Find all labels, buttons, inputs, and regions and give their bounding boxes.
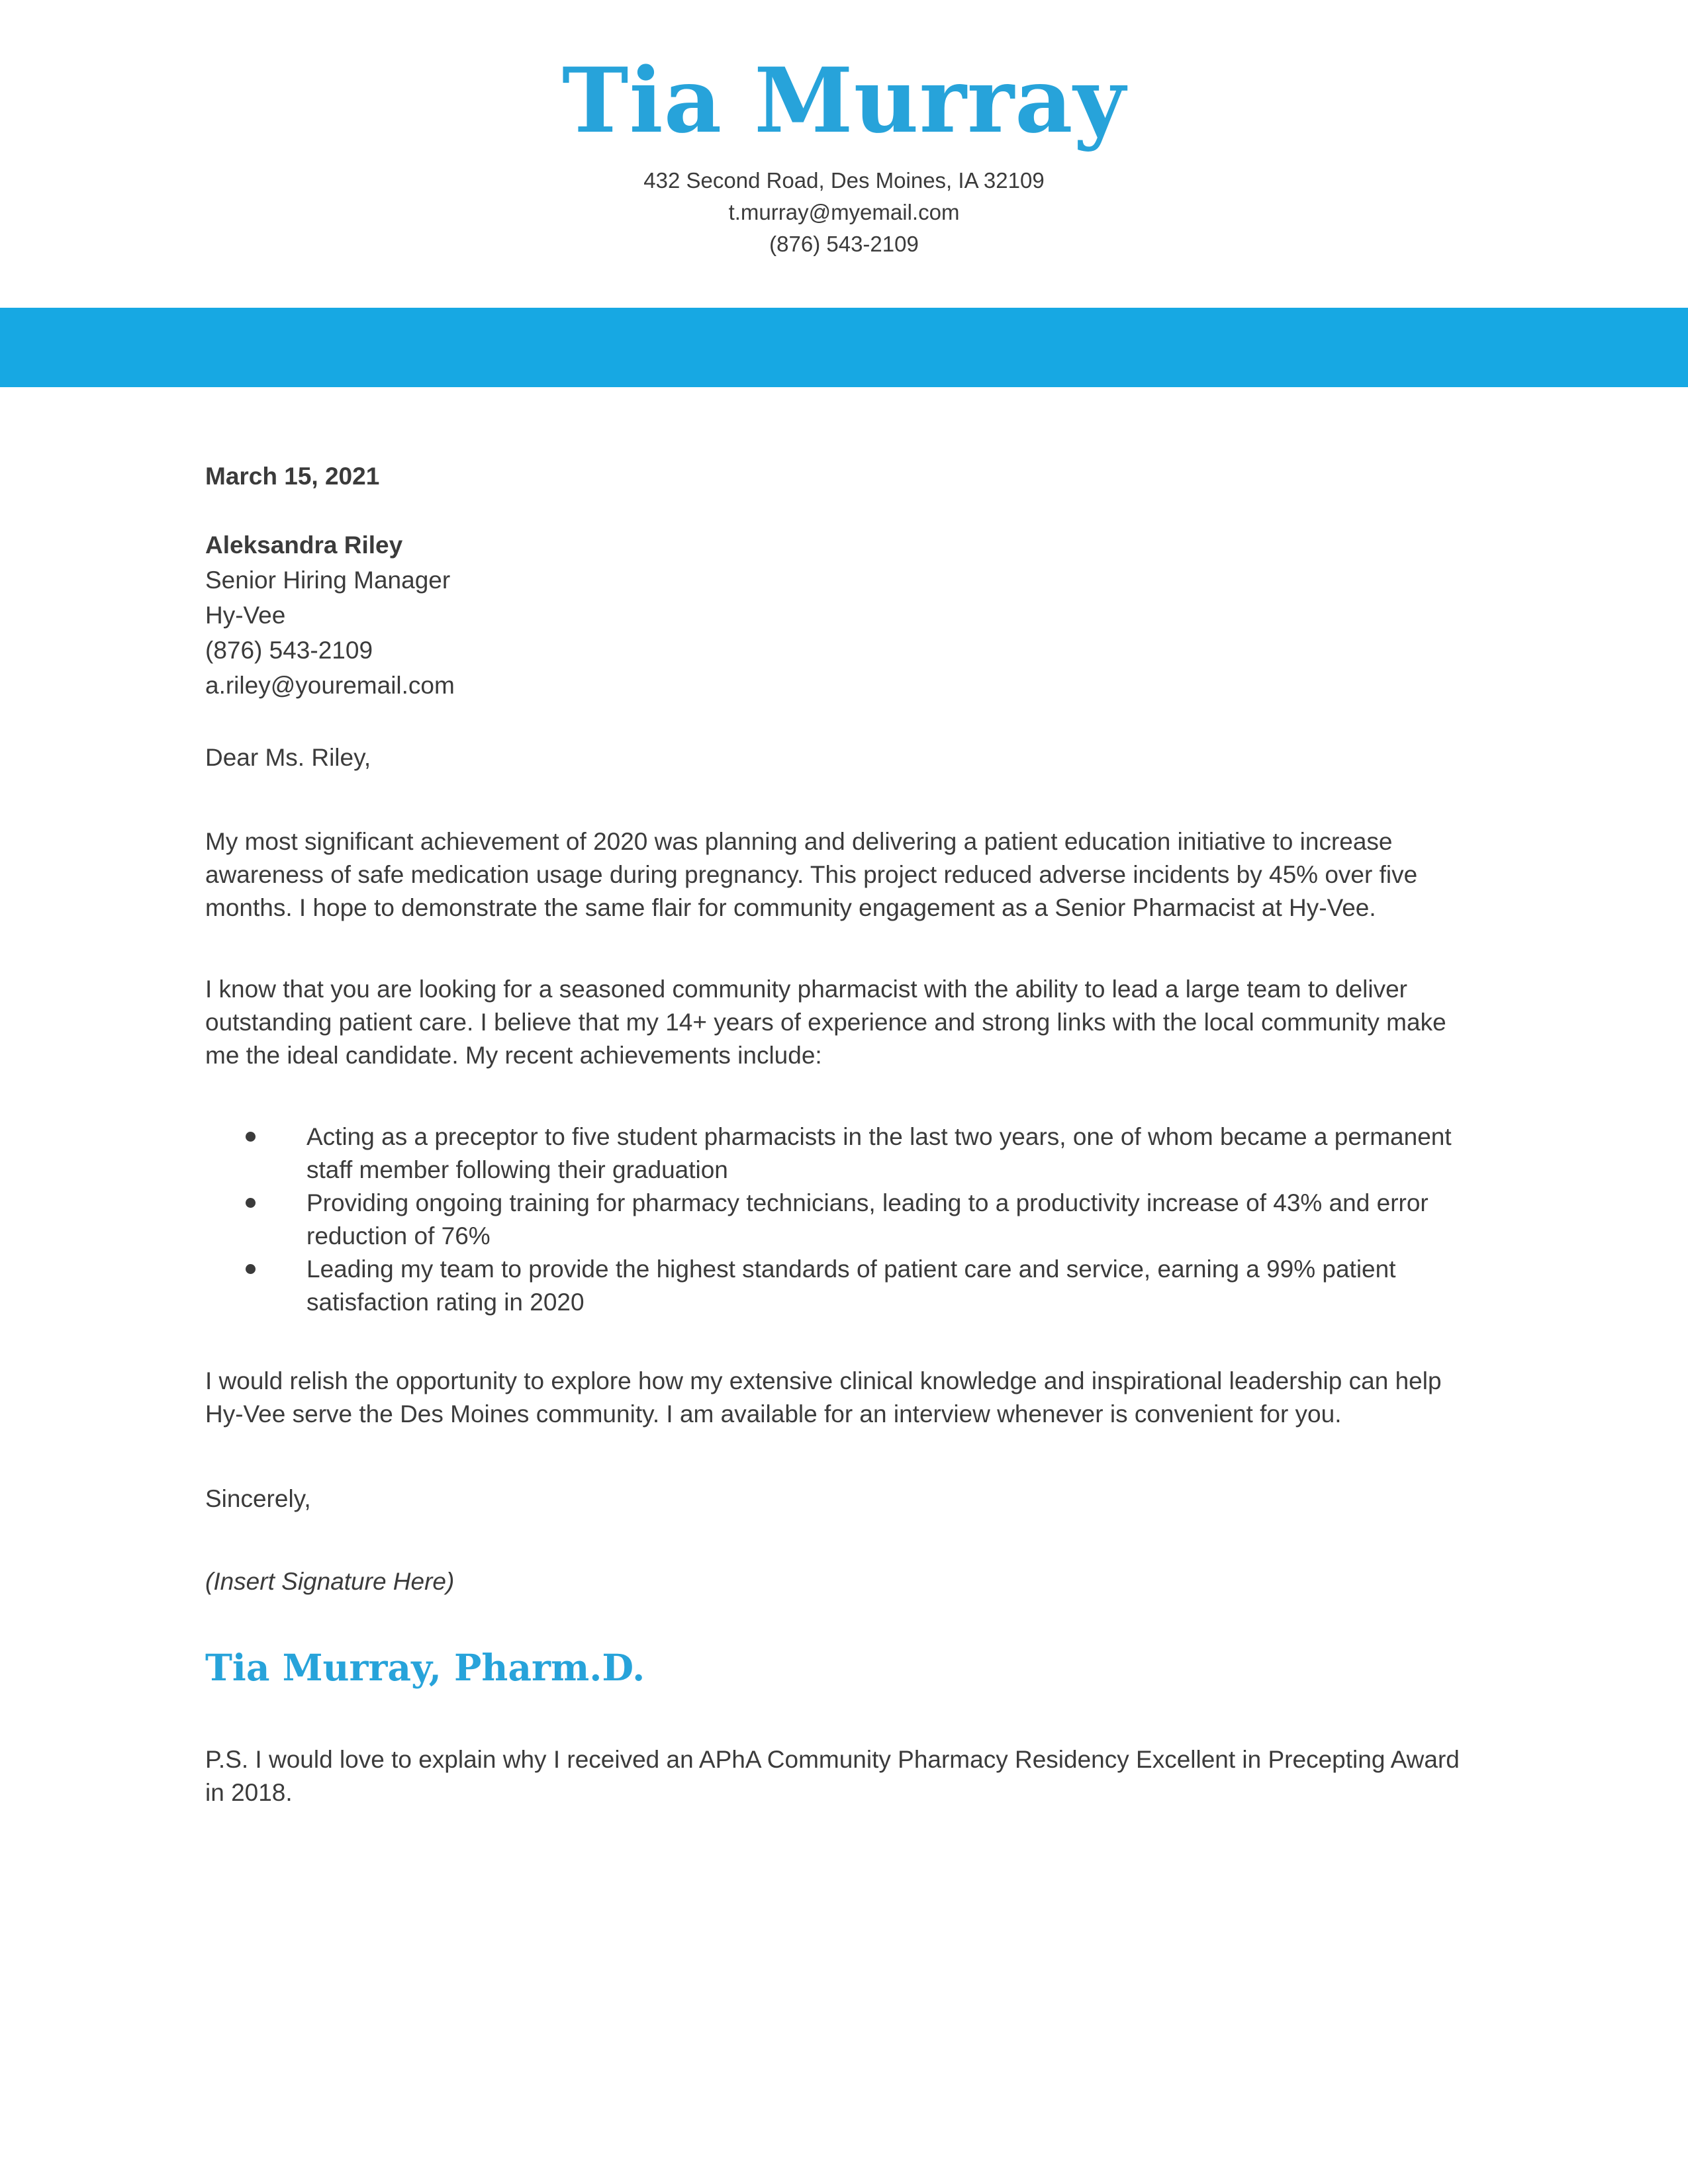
achievements-list: [205, 1120, 1483, 1319]
postscript: P.S. I would love to explain why I received an APhA Community Pharmacy Residency Excellent in Precepting Award in 2018.: [205, 1746, 1460, 1807]
bullet-icon: [246, 1264, 256, 1274]
letter-header: [0, 0, 1688, 260]
paragraph-closing: I would relish the opportunity to explore how my extensive clinical knowledge and inspirational leadership can help Hy-Vee serve the Des Moines community. I am available for an interview whenever is convenient for you.: [205, 1367, 1442, 1428]
applicant-name: Tia Murray: [562, 48, 1126, 153]
applicant-email: t.murray@myemail.com: [728, 200, 960, 225]
letter-date: March 15, 2021: [205, 463, 380, 490]
recipient-email: a.riley@youremail.com: [205, 672, 455, 700]
list-item: [306, 1120, 1483, 1187]
achievement-text: Leading my team to provide the highest standards of patient care and service, earning a 99% patient satisfaction rating in 2020: [306, 1255, 1396, 1316]
list-item: [306, 1187, 1483, 1253]
applicant-phone: (876) 543-2109: [769, 232, 919, 257]
recipient-phone: (876) 543-2109: [205, 637, 373, 664]
salutation: Dear Ms. Riley,: [205, 744, 371, 772]
achievement-text: Acting as a preceptor to five student pharmacists in the last two years, one of whom became a permanent staff member following their graduation: [306, 1123, 1452, 1184]
accent-bar: [0, 308, 1688, 387]
recipient-title: Senior Hiring Manager: [205, 567, 451, 594]
bullet-icon: [246, 1132, 256, 1142]
signature-name: Tia Murray, Pharm.D.: [205, 1646, 645, 1690]
paragraph-achievement: My most significant achievement of 2020 was planning and delivering a patient education initiative to increase awareness of safe medication usage during pregnancy. This project reduced adverse incidents by 45% over five months. I hope to demonstrate the same flair for community engagement as a Senior Pharmacist at Hy-Vee.: [205, 828, 1418, 922]
recipient-name: Aleksandra Riley: [205, 531, 403, 559]
achievement-text: Providing ongoing training for pharmacy technicians, leading to a productivity increase of 43% and error reduction of 76%: [306, 1189, 1429, 1250]
applicant-address: 432 Second Road, Des Moines, IA 32109: [643, 168, 1045, 193]
signature-placeholder: (Insert Signature Here): [205, 1568, 455, 1596]
signoff: Sincerely,: [205, 1485, 311, 1513]
contact-block: [0, 165, 1688, 260]
paragraph-candidacy: I know that you are looking for a seasoned community pharmacist with the ability to lead a large team to deliver outstanding patient care. I believe that my 14+ years of experience and strong links with the local community make me the ideal candidate. My recent achievements include:: [205, 976, 1446, 1069]
bullet-icon: [246, 1198, 256, 1208]
list-item: [306, 1253, 1483, 1319]
recipient-company: Hy-Vee: [205, 602, 286, 629]
letter-body: [0, 460, 1688, 1809]
recipient-block: [205, 527, 1483, 703]
